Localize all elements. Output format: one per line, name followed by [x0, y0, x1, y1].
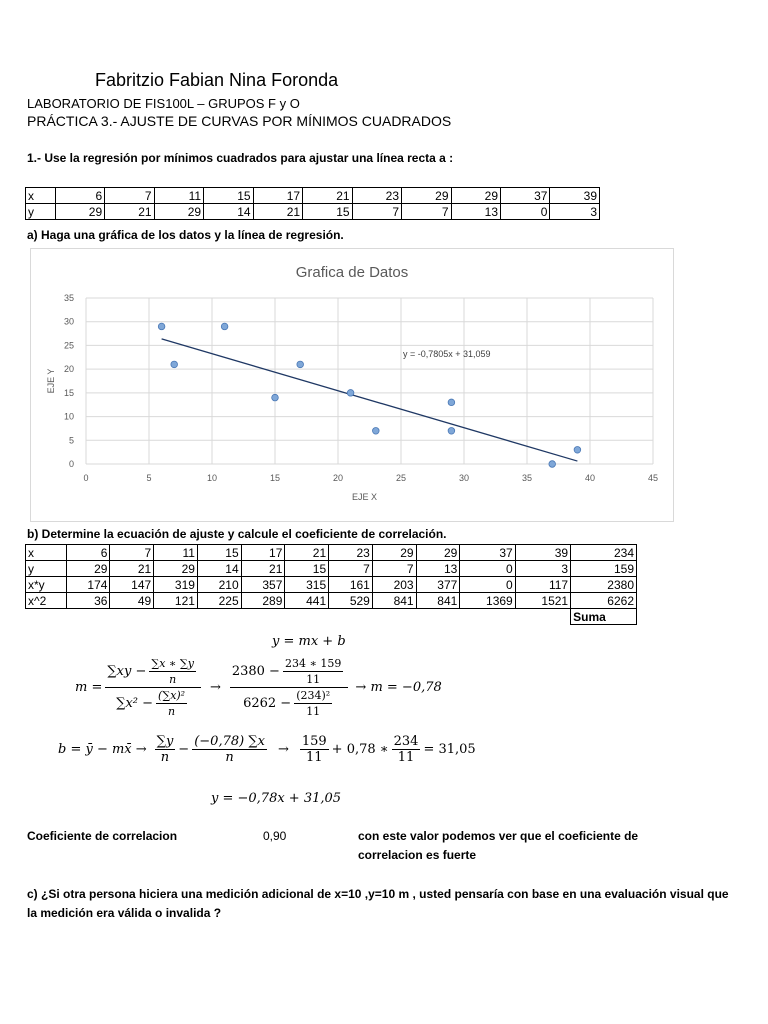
mv-num-b-num: 234 ∗ 159	[284, 657, 342, 670]
table-cell: 17	[253, 188, 302, 204]
table-cell: 357	[241, 577, 285, 593]
b-lhs: b = ȳ − mx̄ →	[58, 742, 147, 757]
table-cell: 21	[303, 188, 352, 204]
table-row	[26, 545, 637, 561]
correlation-comment-2: correlacion es fuerte	[358, 848, 477, 862]
data-point	[448, 399, 455, 406]
b1-num: ∑y	[156, 734, 174, 749]
table-row	[26, 561, 637, 577]
table-cell: 6262	[571, 593, 637, 609]
intercept-formula	[58, 734, 476, 765]
table-cell: 203	[372, 577, 416, 593]
table-cell: 2380	[571, 577, 637, 593]
x-tick-label: 35	[521, 473, 533, 483]
y-tick-label: 15	[63, 387, 74, 398]
data-point	[272, 394, 279, 401]
row-label: x^2	[26, 593, 67, 609]
chart-title: Grafica de Datos	[295, 264, 409, 281]
arrow-2: →	[277, 742, 289, 757]
table-cell: 15	[197, 545, 241, 561]
table-cell: 1369	[460, 593, 515, 609]
y-tick-label: 20	[63, 364, 74, 375]
arrow: →	[209, 680, 221, 695]
table-row	[26, 204, 600, 220]
table-cell: 7	[352, 204, 401, 220]
table-cell: 7	[372, 561, 416, 577]
question-a: a) Haga una gráfica de los datos y la línea de regresión.	[27, 228, 344, 242]
table-cell: 225	[197, 593, 241, 609]
final-equation: y = −0,78x + 31,05	[211, 791, 342, 806]
table-row	[26, 577, 637, 593]
m-den-b-den: n	[168, 705, 176, 718]
slope-formula	[75, 656, 442, 719]
table-row	[26, 188, 600, 204]
table-cell: 174	[66, 577, 110, 593]
row-label: y	[26, 204, 56, 220]
b2-num: (−0,78) ∑x	[194, 734, 265, 749]
m-den-a: ∑x² −	[116, 696, 154, 711]
table-cell: 15	[285, 561, 329, 577]
data-table-1	[25, 187, 600, 220]
table-cell: 29	[154, 561, 198, 577]
b2-den: n	[225, 750, 234, 765]
m-result: → m = −0,78	[355, 680, 442, 695]
table-cell: 14	[204, 204, 253, 220]
table-cell: 234	[571, 545, 637, 561]
table-cell: 6	[66, 545, 110, 561]
table-cell: 159	[571, 561, 637, 577]
row-label: x*y	[26, 577, 67, 593]
row-label: x	[26, 545, 67, 561]
m-num-b-den: n	[169, 673, 177, 686]
data-point	[549, 461, 556, 468]
data-point	[574, 446, 581, 453]
table-cell: 3	[515, 561, 570, 577]
table-cell: 0	[460, 577, 515, 593]
mv-num-a: 2380 −	[231, 664, 280, 679]
y-tick-label: 30	[63, 316, 74, 327]
table-cell: 15	[204, 188, 253, 204]
trendline	[162, 339, 578, 461]
table-cell: 3	[550, 204, 600, 220]
table-cell: 7	[329, 561, 373, 577]
table-cell: 529	[329, 593, 373, 609]
table-cell: 23	[352, 188, 401, 204]
y-tick-label: 35	[63, 293, 74, 303]
data-point	[347, 390, 354, 397]
equation-line: y = mx + b	[272, 634, 346, 649]
table-cell: 11	[154, 188, 203, 204]
mv-den-b-num: (234)²	[296, 689, 331, 702]
minus: −	[178, 742, 190, 757]
chart-container	[30, 248, 674, 522]
table-cell: 39	[515, 545, 570, 561]
row-label: y	[26, 561, 67, 577]
sum-label: Suma	[571, 609, 637, 625]
question-c-line-2: la medición era válida o invalida ?	[27, 906, 222, 920]
mv-den-b-den: 11	[306, 705, 321, 718]
table-cell: 13	[451, 204, 500, 220]
table-cell: 29	[451, 188, 500, 204]
table-cell: 0	[501, 204, 550, 220]
data-point	[158, 323, 165, 330]
data-point	[171, 361, 178, 368]
table-cell: 289	[241, 593, 285, 609]
table-cell: 7	[110, 545, 154, 561]
table-cell: 210	[197, 577, 241, 593]
m-values-fraction	[230, 656, 349, 719]
m-lhs: m =	[75, 680, 103, 695]
correlation-comment-1: con este valor podemos ver que el coeficiente de	[358, 829, 639, 843]
table-cell: 15	[303, 204, 352, 220]
b1-den: n	[160, 750, 170, 765]
table-cell: 0	[460, 561, 515, 577]
mv-num-b-den: 11	[306, 673, 321, 686]
table-cell: 377	[416, 577, 460, 593]
correlation-value: 0,90	[263, 829, 287, 843]
table-cell: 37	[460, 545, 515, 561]
table-cell: 21	[253, 204, 302, 220]
table-cell: 29	[154, 204, 203, 220]
table-cell: 39	[550, 188, 600, 204]
m-num-b-num: ∑x ∗ ∑y	[151, 657, 194, 670]
table-cell: 21	[110, 561, 154, 577]
table-cell: 1521	[515, 593, 570, 609]
x-tick-label: 5	[146, 473, 152, 483]
x-tick-label: 20	[332, 473, 344, 483]
b-plus: + 0,78 ∗	[331, 742, 389, 757]
x-tick-label: 25	[395, 473, 407, 483]
y-tick-label: 10	[63, 411, 74, 422]
table-cell: 49	[110, 593, 154, 609]
x-tick-label: 0	[83, 473, 89, 483]
question-b: b) Determine la ecuación de ajuste y calcule el coeficiente de correlación.	[27, 527, 447, 541]
table-cell: 7	[105, 188, 154, 204]
y-tick-label: 5	[68, 435, 74, 446]
table-cell: 441	[285, 593, 329, 609]
x-tick-label: 45	[647, 473, 659, 483]
data-point	[297, 361, 304, 368]
table-cell: 21	[241, 561, 285, 577]
table-cell: 21	[105, 204, 154, 220]
x-tick-label: 15	[269, 473, 281, 483]
x-tick-label: 40	[584, 473, 596, 483]
x-tick-label: 30	[458, 473, 470, 483]
table-cell: 319	[154, 577, 198, 593]
sum-row	[26, 609, 637, 625]
x-axis-label: EJE X	[351, 492, 378, 502]
question-1: 1.- Use la regresión por mínimos cuadrados para ajustar una línea recta a :	[27, 151, 454, 165]
table-cell: 121	[154, 593, 198, 609]
y-tick-label: 25	[63, 340, 74, 351]
table-cell: 6	[55, 188, 104, 204]
table-cell: 315	[285, 577, 329, 593]
data-point	[221, 323, 228, 330]
table-cell: 29	[416, 545, 460, 561]
table-cell: 147	[110, 577, 154, 593]
row-label: x	[26, 188, 56, 204]
m-den-b-num: (∑x)²	[158, 689, 186, 702]
x-tick-label: 10	[206, 473, 218, 483]
b4-den: 11	[397, 750, 415, 765]
table-cell: 29	[66, 561, 110, 577]
m-fraction	[105, 656, 201, 719]
table-cell: 29	[55, 204, 104, 220]
table-cell: 36	[66, 593, 110, 609]
table-row	[26, 593, 637, 609]
data-table-2	[25, 544, 637, 625]
table-cell: 161	[329, 577, 373, 593]
mv-den-a: 6262 −	[243, 696, 292, 711]
table-cell: 841	[416, 593, 460, 609]
trendline-label: y = -0,7805x + 31,059	[403, 349, 491, 359]
table-cell: 29	[372, 545, 416, 561]
b-result: = 31,05	[423, 742, 476, 757]
table-cell: 21	[285, 545, 329, 561]
data-point	[448, 428, 455, 435]
b4-num: 234	[393, 734, 419, 749]
table-cell: 7	[402, 204, 451, 220]
table-cell: 37	[501, 188, 550, 204]
table-cell: 841	[372, 593, 416, 609]
b3-num: 159	[301, 734, 327, 749]
table-cell: 17	[241, 545, 285, 561]
question-c-line-1: c) ¿Si otra persona hiciera una medición adicional de x=10 ,y=10 m , usted pensaría con base en una evaluación visual que	[27, 887, 729, 901]
table-cell: 14	[197, 561, 241, 577]
author-name: Fabritzio Fabian Nina Foronda	[95, 70, 339, 90]
scatter-chart	[31, 249, 673, 521]
data-point	[373, 428, 380, 435]
y-tick-label: 0	[68, 459, 74, 469]
correlation-label: Coeficiente de correlacion	[27, 829, 178, 843]
m-num-a: ∑xy −	[107, 664, 147, 679]
table-cell: 11	[154, 545, 198, 561]
practice-title: PRÁCTICA 3.- AJUSTE DE CURVAS POR MÍNIMOS CUADRADOS	[27, 113, 452, 129]
b3-den: 11	[305, 750, 323, 765]
table-cell: 117	[515, 577, 570, 593]
table-cell: 29	[402, 188, 451, 204]
table-cell: 13	[416, 561, 460, 577]
y-axis-label: EJE Y	[46, 368, 56, 394]
course-title: LABORATORIO DE FIS100L – GRUPOS F y O	[27, 96, 300, 111]
table-cell: 23	[329, 545, 373, 561]
